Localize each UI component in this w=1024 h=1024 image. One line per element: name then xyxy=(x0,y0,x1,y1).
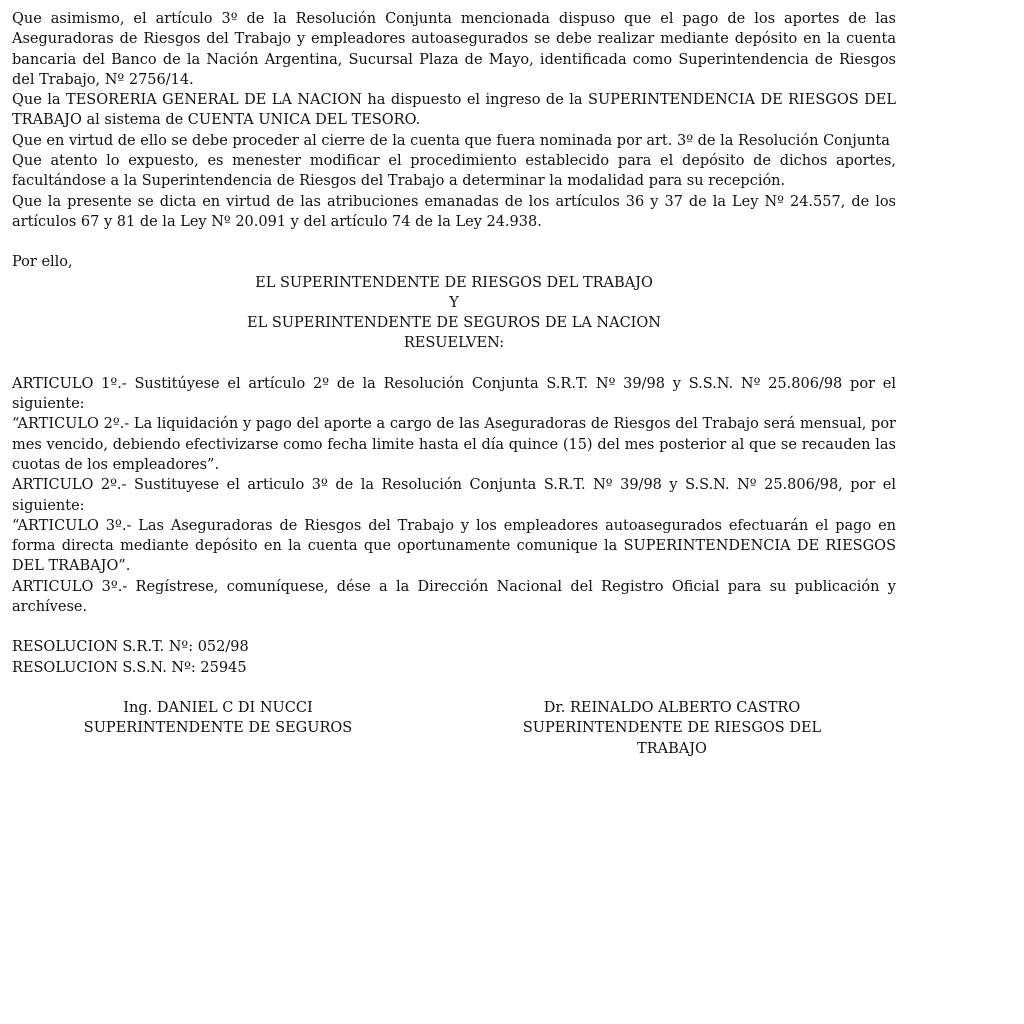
spacer xyxy=(12,354,896,374)
heading-line-resuelven: RESUELVEN: xyxy=(403,335,505,352)
heading-line-y: Y xyxy=(449,294,459,311)
por-ello: Por ello, xyxy=(12,254,73,271)
signature-block xyxy=(12,698,896,760)
paragraph-atribuciones: Que la presente se dicta en virtud de las atribuciones emanadas de los artículos 36 y 37 de la Ley Nº 24.557, de los artículos 67 y 81 de la Ley Nº 20.091 y del artículo 74 de la Ley 24.938. xyxy=(12,193,896,230)
article-1: ARTICULO 1º.- Sustitúyese el artículo 2º de la Resolución Conjunta S.R.T. Nº 39/98 y S.S.N. Nº 25.806/98 por el siguiente: xyxy=(12,375,896,413)
signer-name-left: Ing. DANIEL C DI NUCCI xyxy=(123,699,313,716)
article-2-quoted: “ARTICULO 3º.- Las Aseguradoras de Riesgos del Trabajo y los empleadores autoasegurados efectuarán el pago en forma directa mediante depósito en la cuenta que oportunamente comunique la SUPERINTENDENCIA DE RIESGOS DEL TRABAJO”. xyxy=(12,517,896,575)
resolution-number-srt: RESOLUCION S.R.T. Nº: 052/98 xyxy=(12,639,249,656)
resolution-heading xyxy=(12,273,896,354)
paragraph-cierre-cuenta: Que en virtud de ello se debe proceder al cierre de la cuenta que fuera nominada por art. 3º de la Resolución Conjunta xyxy=(12,132,890,149)
signer-title-right-line1: SUPERINTENDENTE DE RIESGOS DEL xyxy=(522,720,822,737)
article-1-quoted: “ARTICULO 2º.- La liquidación y pago del aporte a cargo de las Aseguradoras de Riesgos del Trabajo será mensual, por mes vencido, debiendo efectivizarse como fecha limite hasta el día quince (15) del mes posterior al que se recauden las cuotas de los empleadores”. xyxy=(12,416,896,473)
heading-line-ssn: EL SUPERINTENDENTE DE SEGUROS DE LA NACION xyxy=(247,315,661,332)
signer-name-right: Dr. REINALDO ALBERTO CASTRO xyxy=(543,699,801,716)
signature-left xyxy=(42,698,394,739)
signer-title-right-line2: TRABAJO xyxy=(637,740,707,757)
spacer xyxy=(12,232,896,252)
signer-title-left: SUPERINTENDENTE DE SEGUROS xyxy=(83,720,353,737)
paragraph-tesoreria: Que la TESORERIA GENERAL DE LA NACION ha dispuesto el ingreso de la SUPERINTENDENCIA DE RIESGOS DEL TRABAJO al sistema de CUENTA UNICA DEL TESORO. xyxy=(12,92,896,129)
spacer xyxy=(12,678,896,698)
paragraph-atento: Que atento lo expuesto, es menester modificar el procedimiento establecido para el depósito de dichos aportes, facultándose a la Superintendencia de Riesgos del Trabajo a determinar la modalidad para su recepción. xyxy=(12,153,896,190)
document-page xyxy=(12,9,896,760)
resolution-number-ssn: RESOLUCION S.S.N. Nº: 25945 xyxy=(12,659,247,676)
spacer xyxy=(12,617,896,637)
article-3: ARTICULO 3º.- Regístrese, comuníquese, dése a la Dirección Nacional del Registro Oficial para su publicación y archívese. xyxy=(12,578,896,616)
heading-line-srt: EL SUPERINTENDENTE DE RIESGOS DEL TRABAJO xyxy=(255,274,653,291)
article-2: ARTICULO 2º.- Sustituyese el articulo 3º de la Resolución Conjunta S.R.T. Nº 39/98 y S.S.N. Nº 25.806/98, por el siguiente: xyxy=(12,477,896,514)
paragraph-asimismo: Que asimismo, el artículo 3º de la Resolución Conjunta mencionada dispuso que el pago de los aportes de las Aseguradoras de Riesgos del Trabajo y empleadores autoasegurados se debe realizar mediante depósito en la cuenta bancaria del Banco de la Nación Argentina, Sucursal Plaza de Mayo, identificada como Superintendencia de Riesgos del Trabajo, Nº 2756/14. xyxy=(12,11,896,88)
signature-right xyxy=(482,698,862,759)
